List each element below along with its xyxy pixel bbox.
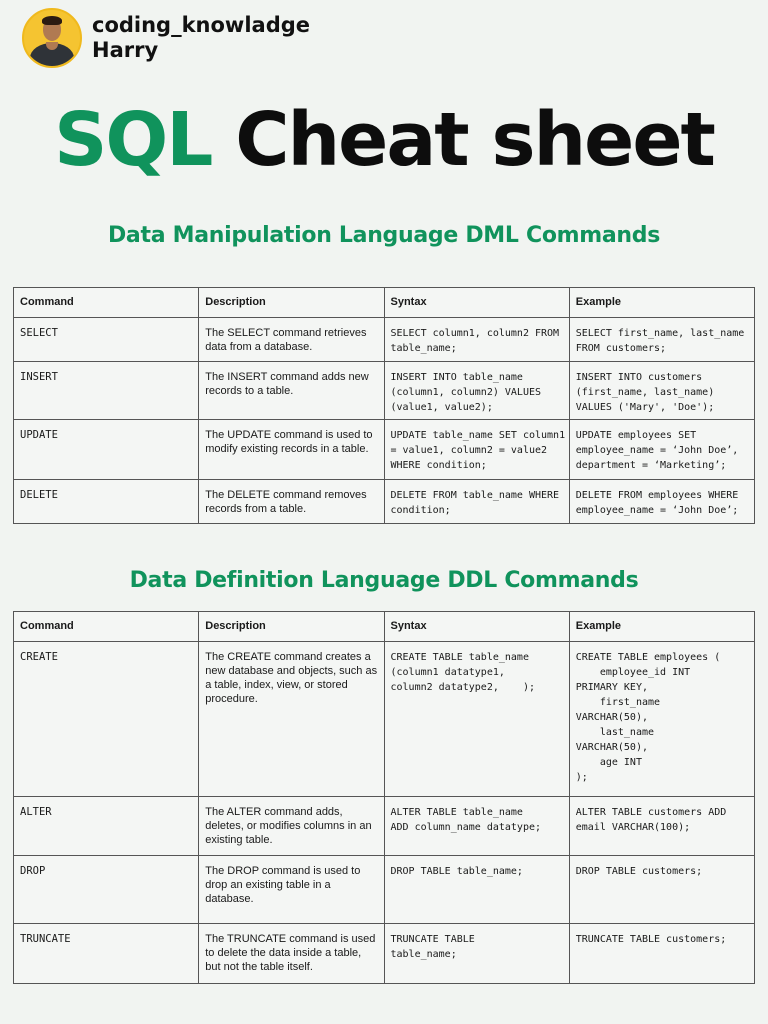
command-cell: INSERT xyxy=(14,362,199,420)
command-cell: TRUNCATE xyxy=(14,924,199,984)
command-cell: DELETE xyxy=(14,480,199,524)
column-header-syntax: Syntax xyxy=(384,288,569,318)
table-row xyxy=(14,480,755,524)
command-cell: ALTER xyxy=(14,797,199,856)
author-username: coding_knowladge xyxy=(92,13,311,37)
table-row xyxy=(14,420,755,480)
example-cell: UPDATE employees SET employee_name = ‘John Doe’, department = ‘Marketing’; xyxy=(569,420,754,480)
example-cell: DELETE FROM employees WHERE employee_name = ‘John Doe’; xyxy=(569,480,754,524)
table-row xyxy=(14,642,755,797)
title-highlight: SQL xyxy=(54,97,212,183)
syntax-cell: DELETE FROM table_name WHERE condition; xyxy=(384,480,569,524)
dml-section-title: Data Manipulation Language DML Commands xyxy=(107,223,661,248)
command-cell: CREATE xyxy=(14,642,199,797)
table-row xyxy=(14,797,755,856)
ddl-table xyxy=(13,611,755,984)
table-row xyxy=(14,318,755,362)
syntax-cell: TRUNCATE TABLE table_name; xyxy=(384,924,569,984)
description-cell: The SELECT command retrieves data from a database. xyxy=(199,318,384,362)
description-cell: The ALTER command adds, deletes, or modifies columns in an existing table. xyxy=(199,797,384,856)
table-row xyxy=(14,856,755,924)
author-name: Harry xyxy=(92,38,159,62)
syntax-cell: SELECT column1, column2 FROM table_name; xyxy=(384,318,569,362)
command-cell: DROP xyxy=(14,856,199,924)
table-row xyxy=(14,924,755,984)
description-cell: The UPDATE command is used to modify existing records in a table. xyxy=(199,420,384,480)
avatar xyxy=(22,8,82,68)
table-header-row xyxy=(14,288,755,318)
title-rest: Cheat sheet xyxy=(235,97,714,183)
command-cell: UPDATE xyxy=(14,420,199,480)
example-cell: INSERT INTO customers (first_name, last_name) VALUES ('Mary', 'Doe'); xyxy=(569,362,754,420)
description-cell: The DROP command is used to drop an existing table in a database. xyxy=(199,856,384,924)
author-header xyxy=(22,8,310,68)
description-cell: The CREATE command creates a new database and objects, such as a table, index, view, or stored procedure. xyxy=(199,642,384,797)
ddl-section-title: Data Definition Language DDL Commands xyxy=(129,568,639,593)
dml-table xyxy=(13,287,755,524)
syntax-cell: CREATE TABLE table_name (column1 datatype1, column2 datatype2, ); xyxy=(384,642,569,797)
page-title xyxy=(0,92,768,188)
example-cell: CREATE TABLE employees ( employee_id INT PRIMARY KEY, first_name VARCHAR(50), last_name VARCHAR(50), age INT ); xyxy=(569,642,754,797)
syntax-cell: DROP TABLE table_name; xyxy=(384,856,569,924)
example-cell: TRUNCATE TABLE customers; xyxy=(569,924,754,984)
column-header-syntax: Syntax xyxy=(384,612,569,642)
column-header-description: Description xyxy=(199,288,384,318)
table-row xyxy=(14,362,755,420)
syntax-cell: ALTER TABLE table_name ADD column_name datatype; xyxy=(384,797,569,856)
table-header-row xyxy=(14,612,755,642)
author-info xyxy=(92,13,310,63)
syntax-cell: UPDATE table_name SET column1 = value1, column2 = value2 WHERE condition; xyxy=(384,420,569,480)
example-cell: SELECT first_name, last_name FROM customers; xyxy=(569,318,754,362)
column-header-description: Description xyxy=(199,612,384,642)
column-header-command: Command xyxy=(14,288,199,318)
column-header-example: Example xyxy=(569,612,754,642)
description-cell: The DELETE command removes records from a table. xyxy=(199,480,384,524)
example-cell: DROP TABLE customers; xyxy=(569,856,754,924)
column-header-example: Example xyxy=(569,288,754,318)
column-header-command: Command xyxy=(14,612,199,642)
example-cell: ALTER TABLE customers ADD email VARCHAR(100); xyxy=(569,797,754,856)
syntax-cell: INSERT INTO table_name (column1, column2) VALUES (value1, value2); xyxy=(384,362,569,420)
description-cell: The INSERT command adds new records to a table. xyxy=(199,362,384,420)
description-cell: The TRUNCATE command is used to delete the data inside a table, but not the table itself. xyxy=(199,924,384,984)
command-cell: SELECT xyxy=(14,318,199,362)
